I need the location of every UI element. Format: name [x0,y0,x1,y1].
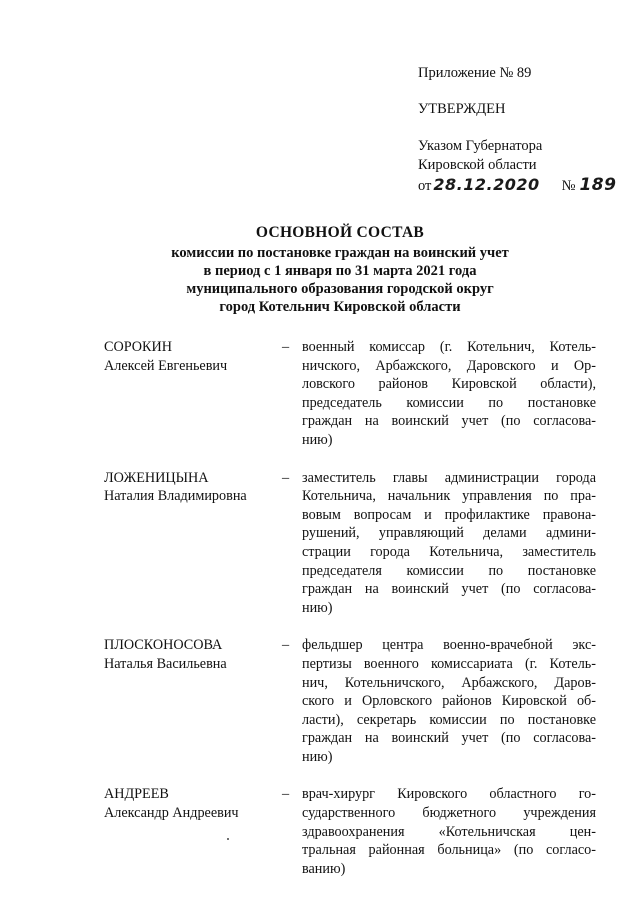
approval-block [418,64,618,196]
member-role-line: врач-хирург Кировского областного го- [302,786,596,803]
member-role-line: председатель комиссии по постановке [302,394,596,411]
decree-line-2: Кировской области [418,157,537,173]
member-dash: – [282,786,290,803]
member-role-line: граждан на воинский учет (по согласова- [302,730,596,747]
member-role-line: тральная районная больница» (по согласо- [302,842,596,859]
title-main: ОСНОВНОЙ СОСТАВ [255,224,425,241]
member-role-line: нию) [302,748,333,765]
decree-date-line [418,175,618,196]
member-role-line: ванию) [302,860,346,877]
member-role-line: страции города Котельнича, заместитель [302,543,596,560]
member-role-line: граждан на воинский учет (по согласова- [302,413,596,430]
title-line-3: муниципального образования городской округ [186,281,494,297]
from-prefix: от [418,178,432,194]
scan-speck [227,838,229,840]
member-role-line: нию) [302,599,333,616]
member-dash: – [282,339,290,355]
member-given-names: Александр Андреевич [104,804,239,821]
number-sign: № [561,178,576,194]
member-given-names: Наталья Васильевна [104,655,227,672]
member-role-line: ского и Орловского районов Кировской об- [302,693,596,710]
member-role-line: Котельнича, начальник управления по пра- [302,488,596,505]
member-role-line: пертизы военного комиссариата (г. Котель- [302,655,596,672]
member-surname: АНДРЕЕВ [104,786,169,803]
member-entry [104,785,596,878]
title-line-1: комиссии по постановке граждан на воинский учет [171,245,509,261]
member-role [302,469,596,618]
member-role-line: здравоохранения «Котельничская цен- [302,823,596,840]
member-role-line: вовым вопросам и профилактике правона- [302,506,596,523]
approved-label: УТВЕРЖДЕН [418,101,506,117]
member-dash: – [282,469,290,486]
member-surname: СОРОКИН [104,339,172,355]
title-line-4: город Котельнич Кировской области [219,299,461,315]
member-dash: – [282,637,290,654]
title-line-2: в период с 1 января по 31 марта 2021 года [203,263,477,279]
member-entry [104,469,596,618]
appendix-label: Приложение № 89 [418,65,532,81]
member-role [302,338,596,450]
member-role-line: военный комиссар (г. Котельнич, Котель- [302,339,596,355]
member-role-line: нич, Котельничского, Арбажского, Даров- [302,674,596,691]
member-role-line: ласти), секретарь комиссии по постановке [302,711,596,728]
member-name [104,469,282,618]
member-entry [104,636,596,766]
member-given-names: Наталия Владимировна [104,488,247,505]
member-role [302,636,596,766]
member-name [104,338,282,450]
member-role [302,785,596,878]
members-list [104,338,596,897]
member-name [104,785,282,878]
member-given-names: Алексей Евгеньевич [104,357,228,374]
member-role-line: ничского, Арбажского, Даровского и Ор- [302,357,596,374]
member-surname: ПЛОСКОНОСОВА [104,637,223,654]
member-role-line: ловского районов Кировской области), [302,376,596,393]
member-role-line: граждан на воинский учет (по согласова- [302,581,596,598]
member-surname: ЛОЖЕНИЦЫНА [104,469,209,486]
member-role-line: заместитель главы администрации города [302,469,596,486]
decree-line-1: Указом Губернатора [418,138,543,154]
document-title [60,222,620,316]
member-role-line: фельдшер центра военно-врачебной экс- [302,637,596,654]
member-name [104,636,282,766]
member-role-line: рушений, управляющий делами админи- [302,525,596,542]
member-entry [104,338,596,450]
member-role-line: председателя комиссии по постановке [302,562,596,579]
member-role-line: нию) [302,431,333,448]
member-role-line: сударственного бюджетного учреждения [302,805,596,822]
handwritten-number: 189 [579,175,617,195]
handwritten-date: 28.12.2020 [433,175,540,194]
